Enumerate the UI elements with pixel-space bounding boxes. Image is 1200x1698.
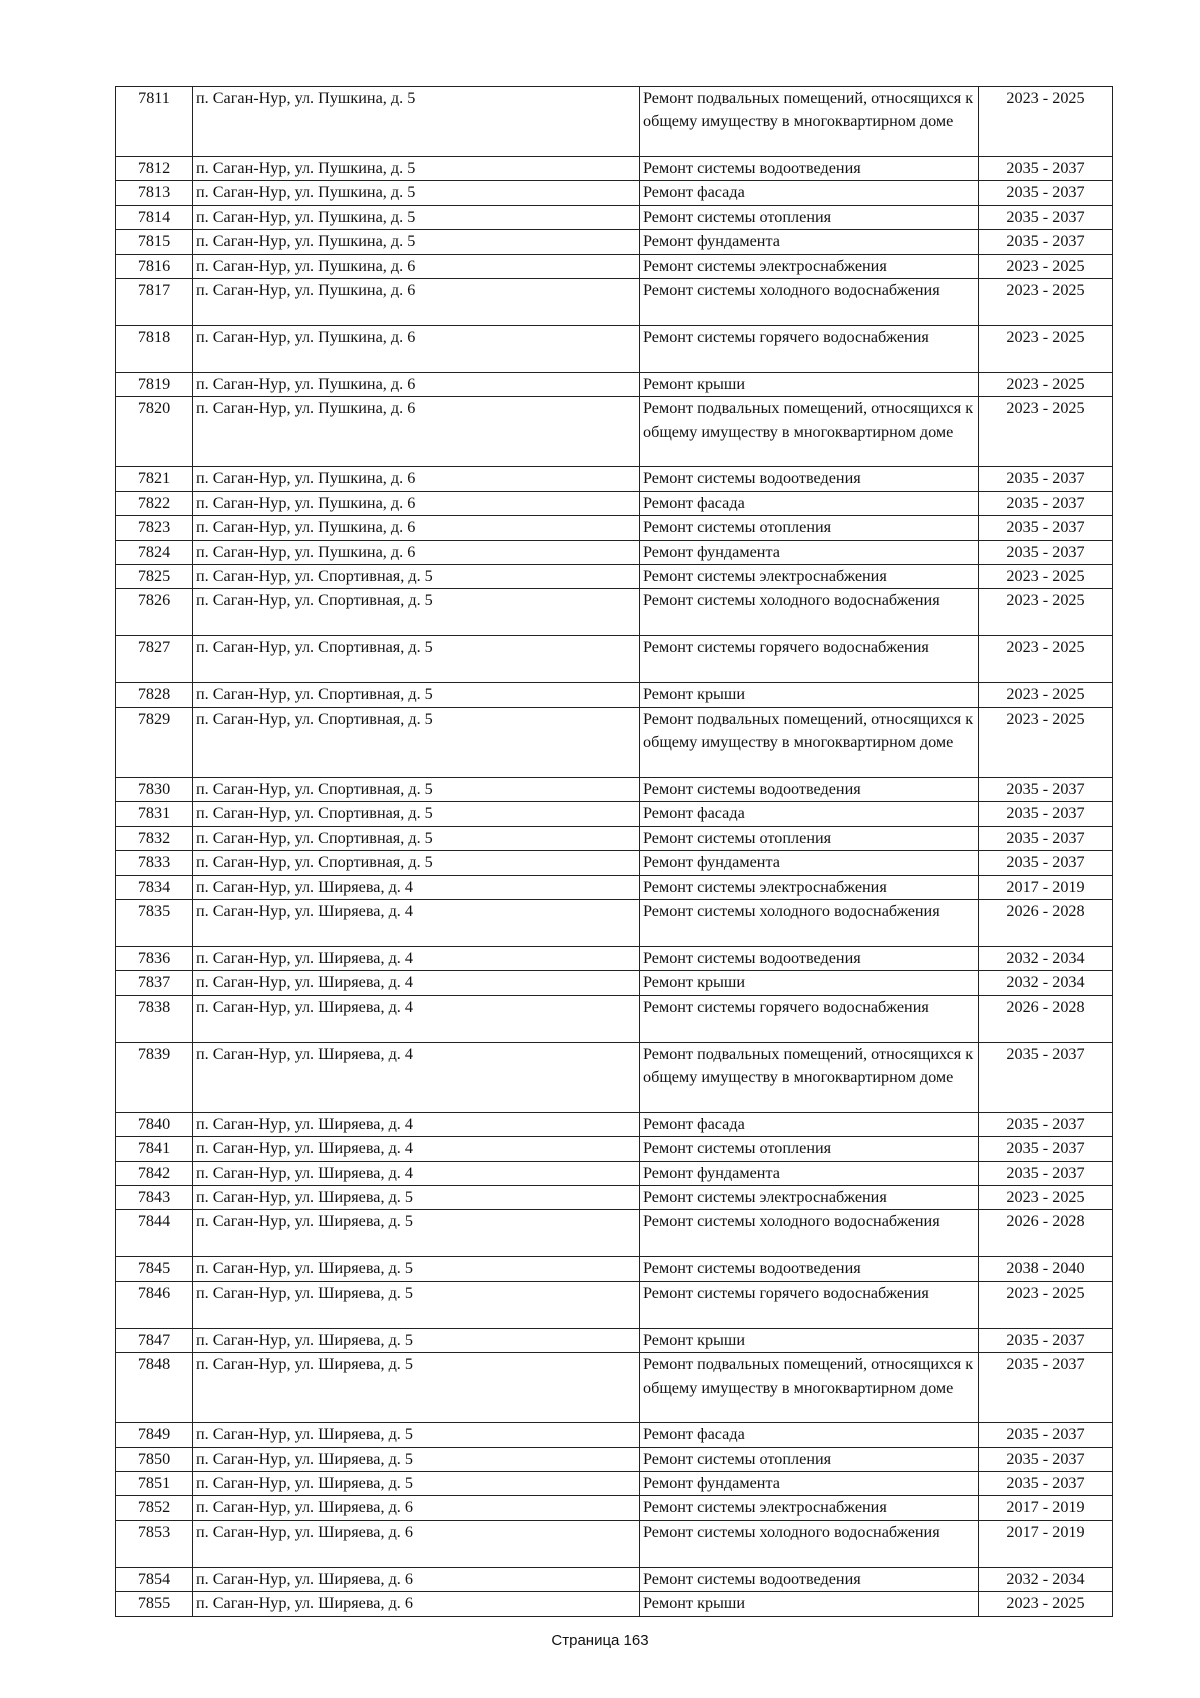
row-number-cell: 7834 [116, 875, 193, 899]
table-row [116, 279, 1113, 326]
table-row [116, 1496, 1113, 1520]
period-cell: 2023 - 2025 [979, 589, 1113, 636]
period-cell: 2035 - 2037 [979, 1042, 1113, 1112]
row-number-cell: 7818 [116, 326, 193, 373]
table-row [116, 636, 1113, 683]
row-number-cell: 7824 [116, 540, 193, 564]
row-number-cell: 7830 [116, 777, 193, 801]
work-type-cell: Ремонт системы отопления [640, 1447, 979, 1471]
row-number-cell: 7835 [116, 899, 193, 946]
period-cell: 2035 - 2037 [979, 1112, 1113, 1136]
work-type-cell: Ремонт подвальных помещений, относящихся к общему имуществу в многоквартирном доме [640, 87, 979, 157]
work-type-cell: Ремонт крыши [640, 1328, 979, 1352]
work-type-cell: Ремонт системы электроснабжения [640, 1185, 979, 1209]
address-cell: п. Саган-Нур, ул. Ширяева, д. 5 [193, 1281, 640, 1328]
period-cell: 2035 - 2037 [979, 802, 1113, 826]
period-cell: 2035 - 2037 [979, 1137, 1113, 1161]
work-type-cell: Ремонт системы водоотведения [640, 1567, 979, 1591]
row-number-cell: 7839 [116, 1042, 193, 1112]
period-cell: 2017 - 2019 [979, 1520, 1113, 1567]
address-cell: п. Саган-Нур, ул. Ширяева, д. 4 [193, 1042, 640, 1112]
row-number-cell: 7855 [116, 1592, 193, 1616]
row-number-cell: 7812 [116, 157, 193, 181]
period-cell: 2035 - 2037 [979, 1447, 1113, 1471]
period-cell: 2035 - 2037 [979, 230, 1113, 254]
address-cell: п. Саган-Нур, ул. Ширяева, д. 4 [193, 971, 640, 995]
row-number-cell: 7821 [116, 467, 193, 491]
period-cell: 2026 - 2028 [979, 995, 1113, 1042]
period-cell: 2035 - 2037 [979, 181, 1113, 205]
period-cell: 2035 - 2037 [979, 1161, 1113, 1185]
work-type-cell: Ремонт системы холодного водоснабжения [640, 1210, 979, 1257]
period-cell: 2035 - 2037 [979, 157, 1113, 181]
work-type-cell: Ремонт системы водоотведения [640, 777, 979, 801]
table-row [116, 971, 1113, 995]
address-cell: п. Саган-Нур, ул. Ширяева, д. 4 [193, 899, 640, 946]
row-number-cell: 7853 [116, 1520, 193, 1567]
address-cell: п. Саган-Нур, ул. Пушкина, д. 6 [193, 491, 640, 515]
period-cell: 2023 - 2025 [979, 565, 1113, 589]
table-row [116, 467, 1113, 491]
period-cell: 2035 - 2037 [979, 205, 1113, 229]
table-row [116, 1042, 1113, 1112]
table-row [116, 851, 1113, 875]
table-row [116, 230, 1113, 254]
work-type-cell: Ремонт подвальных помещений, относящихся к общему имуществу в многоквартирном доме [640, 707, 979, 777]
table-row [116, 1567, 1113, 1591]
address-cell: п. Саган-Нур, ул. Ширяева, д. 6 [193, 1496, 640, 1520]
period-cell: 2035 - 2037 [979, 516, 1113, 540]
period-cell: 2023 - 2025 [979, 636, 1113, 683]
period-cell: 2032 - 2034 [979, 1567, 1113, 1591]
period-cell: 2023 - 2025 [979, 707, 1113, 777]
work-type-cell: Ремонт системы холодного водоснабжения [640, 899, 979, 946]
row-number-cell: 7842 [116, 1161, 193, 1185]
row-number-cell: 7832 [116, 826, 193, 850]
table-row [116, 707, 1113, 777]
address-cell: п. Саган-Нур, ул. Пушкина, д. 6 [193, 467, 640, 491]
table-row [116, 1423, 1113, 1447]
work-type-cell: Ремонт фасада [640, 181, 979, 205]
period-cell: 2017 - 2019 [979, 1496, 1113, 1520]
period-cell: 2023 - 2025 [979, 397, 1113, 467]
row-number-cell: 7844 [116, 1210, 193, 1257]
address-cell: п. Саган-Нур, ул. Спортивная, д. 5 [193, 802, 640, 826]
address-cell: п. Саган-Нур, ул. Пушкина, д. 6 [193, 397, 640, 467]
row-number-cell: 7833 [116, 851, 193, 875]
row-number-cell: 7847 [116, 1328, 193, 1352]
work-type-cell: Ремонт системы водоотведения [640, 946, 979, 970]
work-type-cell: Ремонт системы горячего водоснабжения [640, 636, 979, 683]
address-cell: п. Саган-Нур, ул. Пушкина, д. 5 [193, 157, 640, 181]
period-cell: 2023 - 2025 [979, 683, 1113, 707]
table-row [116, 1592, 1113, 1616]
period-cell: 2023 - 2025 [979, 87, 1113, 157]
address-cell: п. Саган-Нур, ул. Ширяева, д. 5 [193, 1471, 640, 1495]
address-cell: п. Саган-Нур, ул. Ширяева, д. 5 [193, 1257, 640, 1281]
row-number-cell: 7817 [116, 279, 193, 326]
period-cell: 2023 - 2025 [979, 1281, 1113, 1328]
work-type-cell: Ремонт системы горячего водоснабжения [640, 326, 979, 373]
work-type-cell: Ремонт крыши [640, 971, 979, 995]
table-row [116, 87, 1113, 157]
row-number-cell: 7840 [116, 1112, 193, 1136]
work-type-cell: Ремонт системы отопления [640, 1137, 979, 1161]
work-type-cell: Ремонт фасада [640, 491, 979, 515]
table-row [116, 1328, 1113, 1352]
period-cell: 2023 - 2025 [979, 279, 1113, 326]
table-row [116, 1137, 1113, 1161]
work-type-cell: Ремонт подвальных помещений, относящихся к общему имуществу в многоквартирном доме [640, 1353, 979, 1423]
table-row [116, 777, 1113, 801]
work-type-cell: Ремонт фундамента [640, 1161, 979, 1185]
period-cell: 2035 - 2037 [979, 777, 1113, 801]
table-row [116, 373, 1113, 397]
table-row [116, 683, 1113, 707]
address-cell: п. Саган-Нур, ул. Пушкина, д. 6 [193, 326, 640, 373]
table-row [116, 254, 1113, 278]
work-type-cell: Ремонт системы отопления [640, 516, 979, 540]
work-type-cell: Ремонт системы холодного водоснабжения [640, 589, 979, 636]
work-type-cell: Ремонт фундамента [640, 851, 979, 875]
work-type-cell: Ремонт фундамента [640, 230, 979, 254]
work-type-cell: Ремонт фундамента [640, 540, 979, 564]
row-number-cell: 7848 [116, 1353, 193, 1423]
row-number-cell: 7826 [116, 589, 193, 636]
address-cell: п. Саган-Нур, ул. Спортивная, д. 5 [193, 589, 640, 636]
row-number-cell: 7831 [116, 802, 193, 826]
row-number-cell: 7828 [116, 683, 193, 707]
address-cell: п. Саган-Нур, ул. Ширяева, д. 5 [193, 1328, 640, 1352]
row-number-cell: 7823 [116, 516, 193, 540]
address-cell: п. Саган-Нур, ул. Ширяева, д. 4 [193, 946, 640, 970]
address-cell: п. Саган-Нур, ул. Пушкина, д. 6 [193, 279, 640, 326]
row-number-cell: 7841 [116, 1137, 193, 1161]
row-number-cell: 7829 [116, 707, 193, 777]
table-row [116, 1210, 1113, 1257]
address-cell: п. Саган-Нур, ул. Спортивная, д. 5 [193, 565, 640, 589]
work-type-cell: Ремонт системы отопления [640, 826, 979, 850]
table-row [116, 1353, 1113, 1423]
table-row [116, 1471, 1113, 1495]
work-type-cell: Ремонт подвальных помещений, относящихся к общему имуществу в многоквартирном доме [640, 1042, 979, 1112]
table-body [116, 87, 1113, 1617]
table-row [116, 516, 1113, 540]
work-type-cell: Ремонт фасада [640, 802, 979, 826]
address-cell: п. Саган-Нур, ул. Ширяева, д. 5 [193, 1423, 640, 1447]
table-row [116, 181, 1113, 205]
period-cell: 2035 - 2037 [979, 851, 1113, 875]
row-number-cell: 7816 [116, 254, 193, 278]
row-number-cell: 7843 [116, 1185, 193, 1209]
table-row [116, 491, 1113, 515]
row-number-cell: 7819 [116, 373, 193, 397]
work-type-cell: Ремонт системы водоотведения [640, 157, 979, 181]
table-row [116, 397, 1113, 467]
work-type-cell: Ремонт системы водоотведения [640, 467, 979, 491]
address-cell: п. Саган-Нур, ул. Ширяева, д. 4 [193, 1137, 640, 1161]
row-number-cell: 7852 [116, 1496, 193, 1520]
period-cell: 2026 - 2028 [979, 1210, 1113, 1257]
address-cell: п. Саган-Нур, ул. Спортивная, д. 5 [193, 826, 640, 850]
work-type-cell: Ремонт подвальных помещений, относящихся к общему имуществу в многоквартирном доме [640, 397, 979, 467]
row-number-cell: 7811 [116, 87, 193, 157]
address-cell: п. Саган-Нур, ул. Ширяева, д. 6 [193, 1520, 640, 1567]
work-type-cell: Ремонт крыши [640, 373, 979, 397]
table-row [116, 802, 1113, 826]
row-number-cell: 7820 [116, 397, 193, 467]
address-cell: п. Саган-Нур, ул. Пушкина, д. 5 [193, 230, 640, 254]
address-cell: п. Саган-Нур, ул. Спортивная, д. 5 [193, 777, 640, 801]
period-cell: 2032 - 2034 [979, 946, 1113, 970]
address-cell: п. Саган-Нур, ул. Пушкина, д. 5 [193, 87, 640, 157]
row-number-cell: 7850 [116, 1447, 193, 1471]
row-number-cell: 7846 [116, 1281, 193, 1328]
row-number-cell: 7838 [116, 995, 193, 1042]
address-cell: п. Саган-Нур, ул. Ширяева, д. 4 [193, 995, 640, 1042]
address-cell: п. Саган-Нур, ул. Ширяева, д. 5 [193, 1185, 640, 1209]
period-cell: 2032 - 2034 [979, 971, 1113, 995]
row-number-cell: 7851 [116, 1471, 193, 1495]
address-cell: п. Саган-Нур, ул. Пушкина, д. 5 [193, 205, 640, 229]
table-row [116, 1281, 1113, 1328]
schedule-table-container [115, 86, 1112, 1617]
table-row [116, 589, 1113, 636]
period-cell: 2023 - 2025 [979, 1592, 1113, 1616]
work-type-cell: Ремонт системы холодного водоснабжения [640, 1520, 979, 1567]
table-row [116, 826, 1113, 850]
period-cell: 2035 - 2037 [979, 1423, 1113, 1447]
table-row [116, 946, 1113, 970]
table-row [116, 157, 1113, 181]
row-number-cell: 7815 [116, 230, 193, 254]
period-cell: 2017 - 2019 [979, 875, 1113, 899]
work-type-cell: Ремонт системы электроснабжения [640, 254, 979, 278]
address-cell: п. Саган-Нур, ул. Спортивная, д. 5 [193, 683, 640, 707]
address-cell: п. Саган-Нур, ул. Ширяева, д. 5 [193, 1353, 640, 1423]
row-number-cell: 7845 [116, 1257, 193, 1281]
repair-schedule-table [115, 86, 1113, 1617]
row-number-cell: 7825 [116, 565, 193, 589]
period-cell: 2023 - 2025 [979, 373, 1113, 397]
address-cell: п. Саган-Нур, ул. Пушкина, д. 5 [193, 181, 640, 205]
work-type-cell: Ремонт системы электроснабжения [640, 875, 979, 899]
table-row [116, 1520, 1113, 1567]
period-cell: 2035 - 2037 [979, 540, 1113, 564]
address-cell: п. Саган-Нур, ул. Пушкина, д. 6 [193, 516, 640, 540]
work-type-cell: Ремонт фасада [640, 1423, 979, 1447]
period-cell: 2026 - 2028 [979, 899, 1113, 946]
address-cell: п. Саган-Нур, ул. Ширяева, д. 5 [193, 1210, 640, 1257]
period-cell: 2035 - 2037 [979, 1353, 1113, 1423]
table-row [116, 899, 1113, 946]
table-row [116, 995, 1113, 1042]
row-number-cell: 7837 [116, 971, 193, 995]
table-row [116, 1257, 1113, 1281]
table-row [116, 565, 1113, 589]
work-type-cell: Ремонт системы электроснабжения [640, 1496, 979, 1520]
row-number-cell: 7849 [116, 1423, 193, 1447]
address-cell: п. Саган-Нур, ул. Ширяева, д. 5 [193, 1447, 640, 1471]
work-type-cell: Ремонт системы отопления [640, 205, 979, 229]
table-row [116, 875, 1113, 899]
address-cell: п. Саган-Нур, ул. Ширяева, д. 6 [193, 1592, 640, 1616]
address-cell: п. Саган-Нур, ул. Пушкина, д. 6 [193, 373, 640, 397]
row-number-cell: 7822 [116, 491, 193, 515]
row-number-cell: 7836 [116, 946, 193, 970]
work-type-cell: Ремонт системы холодного водоснабжения [640, 279, 979, 326]
period-cell: 2023 - 2025 [979, 326, 1113, 373]
period-cell: 2038 - 2040 [979, 1257, 1113, 1281]
address-cell: п. Саган-Нур, ул. Ширяева, д. 4 [193, 875, 640, 899]
address-cell: п. Саган-Нур, ул. Пушкина, д. 6 [193, 254, 640, 278]
row-number-cell: 7854 [116, 1567, 193, 1591]
table-row [116, 1112, 1113, 1136]
period-cell: 2035 - 2037 [979, 826, 1113, 850]
period-cell: 2023 - 2025 [979, 1185, 1113, 1209]
table-row [116, 540, 1113, 564]
table-row [116, 1447, 1113, 1471]
work-type-cell: Ремонт крыши [640, 1592, 979, 1616]
address-cell: п. Саган-Нур, ул. Спортивная, д. 5 [193, 707, 640, 777]
row-number-cell: 7813 [116, 181, 193, 205]
address-cell: п. Саган-Нур, ул. Пушкина, д. 6 [193, 540, 640, 564]
address-cell: п. Саган-Нур, ул. Спортивная, д. 5 [193, 851, 640, 875]
table-row [116, 326, 1113, 373]
work-type-cell: Ремонт системы водоотведения [640, 1257, 979, 1281]
page-number: Страница 163 [551, 1632, 649, 1649]
row-number-cell: 7827 [116, 636, 193, 683]
period-cell: 2035 - 2037 [979, 467, 1113, 491]
address-cell: п. Саган-Нур, ул. Спортивная, д. 5 [193, 636, 640, 683]
table-row [116, 205, 1113, 229]
row-number-cell: 7814 [116, 205, 193, 229]
period-cell: 2035 - 2037 [979, 1328, 1113, 1352]
address-cell: п. Саган-Нур, ул. Ширяева, д. 4 [193, 1112, 640, 1136]
work-type-cell: Ремонт крыши [640, 683, 979, 707]
table-row [116, 1161, 1113, 1185]
address-cell: п. Саган-Нур, ул. Ширяева, д. 6 [193, 1567, 640, 1591]
table-row [116, 1185, 1113, 1209]
work-type-cell: Ремонт фасада [640, 1112, 979, 1136]
address-cell: п. Саган-Нур, ул. Ширяева, д. 4 [193, 1161, 640, 1185]
period-cell: 2023 - 2025 [979, 254, 1113, 278]
work-type-cell: Ремонт системы электроснабжения [640, 565, 979, 589]
period-cell: 2035 - 2037 [979, 1471, 1113, 1495]
work-type-cell: Ремонт системы горячего водоснабжения [640, 995, 979, 1042]
work-type-cell: Ремонт фундамента [640, 1471, 979, 1495]
period-cell: 2035 - 2037 [979, 491, 1113, 515]
work-type-cell: Ремонт системы горячего водоснабжения [640, 1281, 979, 1328]
